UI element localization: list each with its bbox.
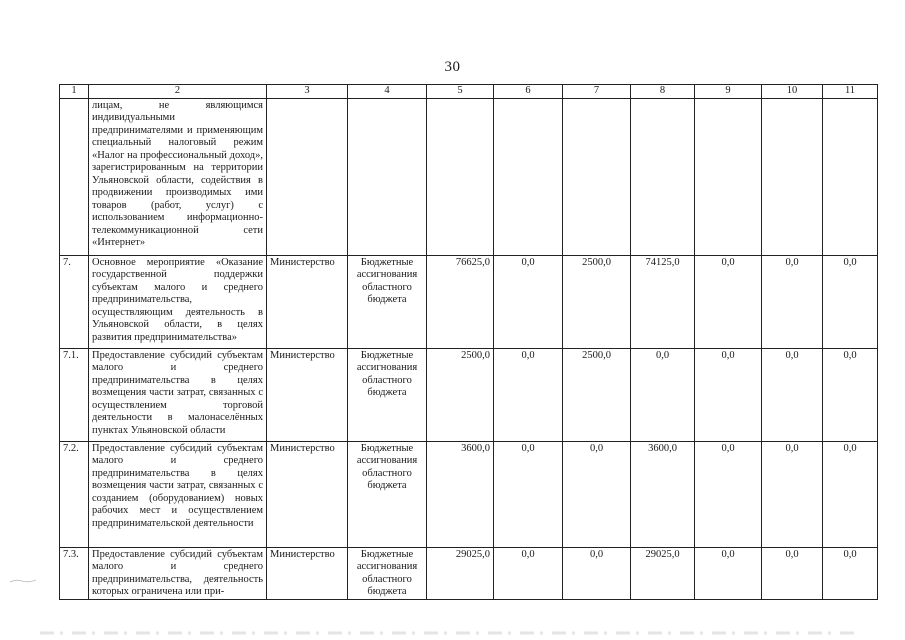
row-value-10: 0,0 <box>762 255 823 348</box>
row-funding-source: Бюджетные ассигнования областного бюджета <box>348 441 427 547</box>
row-description: Предоставление субсидий субъектам малого и среднего предпринимательства, деятельность которых ограничена или при- <box>89 547 267 599</box>
row-value-11: 0,0 <box>823 348 878 441</box>
row-value-8: 0,0 <box>631 348 695 441</box>
row-value-7: 0,0 <box>563 441 631 547</box>
row-executor <box>267 98 348 255</box>
row-value-10: 0,0 <box>762 547 823 599</box>
row-value-9: 0,0 <box>695 255 762 348</box>
row-value-9: 0,0 <box>695 441 762 547</box>
row-description: Предоставление субсидий субъектам малого и среднего предпринимательства в целях возмещения части затрат, связанных с созданием (оборудованием) новых рабочих мест и осуществлением предпринимательской деятельности <box>89 441 267 547</box>
table-row <box>60 98 878 255</box>
row-description: лицам, не являющимся индивидуальными предпринимателями и применяющим специальный налоговый режим «Налог на профессиональный доход», зарегистрированным на территории Ульяновской области, содействия в продвижении производимых ими товаров (работ, услуг) с использованием информационно-телекоммуникационной сети «Интернет» <box>89 98 267 255</box>
row-value-11 <box>823 98 878 255</box>
header-row <box>60 85 878 99</box>
row-value-7: 0,0 <box>563 547 631 599</box>
row-value-9 <box>695 98 762 255</box>
row-index: 7.2. <box>60 441 89 547</box>
column-header: 3 <box>267 85 348 99</box>
row-value-5: 2500,0 <box>427 348 494 441</box>
column-header: 10 <box>762 85 823 99</box>
row-executor: Министерство <box>267 255 348 348</box>
row-value-5: 29025,0 <box>427 547 494 599</box>
row-value-11: 0,0 <box>823 255 878 348</box>
row-funding-source <box>348 98 427 255</box>
row-value-11: 0,0 <box>823 547 878 599</box>
column-header: 11 <box>823 85 878 99</box>
row-value-7: 2500,0 <box>563 255 631 348</box>
table-row <box>60 255 878 348</box>
row-value-8: 3600,0 <box>631 441 695 547</box>
row-executor: Министерство <box>267 348 348 441</box>
row-value-6 <box>494 98 563 255</box>
column-header: 7 <box>563 85 631 99</box>
row-funding-source: Бюджетные ассигнования областного бюджета <box>348 348 427 441</box>
row-value-5: 3600,0 <box>427 441 494 547</box>
row-value-10: 0,0 <box>762 441 823 547</box>
row-value-8 <box>631 98 695 255</box>
row-value-5 <box>427 98 494 255</box>
row-value-10 <box>762 98 823 255</box>
scan-artifact <box>8 570 38 590</box>
row-description: Основное мероприятие «Оказание государственной поддержки субъектам малого и среднего предпринимательства, осуществляющим деятельность в Ульяновской области, в целях развития предпринимательства» <box>89 255 267 348</box>
row-executor: Министерство <box>267 547 348 599</box>
column-header: 9 <box>695 85 762 99</box>
table-row <box>60 441 878 547</box>
table-row <box>60 348 878 441</box>
column-header: 5 <box>427 85 494 99</box>
column-header: 6 <box>494 85 563 99</box>
table-row <box>60 547 878 599</box>
row-value-6: 0,0 <box>494 441 563 547</box>
row-index: 7.3. <box>60 547 89 599</box>
row-value-6: 0,0 <box>494 255 563 348</box>
row-executor: Министерство <box>267 441 348 547</box>
row-value-8: 74125,0 <box>631 255 695 348</box>
row-value-8: 29025,0 <box>631 547 695 599</box>
row-value-7: 2500,0 <box>563 348 631 441</box>
row-description: Предоставление субсидий субъектам малого и среднего предпринимательства в целях возмещения части затрат, связанных с осуществлением торговой деятельности в малонаселённых пунктах Ульяновской области <box>89 348 267 441</box>
column-header: 4 <box>348 85 427 99</box>
row-value-9: 0,0 <box>695 348 762 441</box>
row-value-5: 76625,0 <box>427 255 494 348</box>
row-value-6: 0,0 <box>494 547 563 599</box>
budget-table <box>59 84 878 600</box>
row-funding-source: Бюджетные ассигнования областного бюджета <box>348 547 427 599</box>
column-header: 8 <box>631 85 695 99</box>
bleed-through-text <box>0 626 905 640</box>
row-index <box>60 98 89 255</box>
row-index: 7. <box>60 255 89 348</box>
page-number: 30 <box>444 59 461 75</box>
row-value-10: 0,0 <box>762 348 823 441</box>
row-value-11: 0,0 <box>823 441 878 547</box>
row-funding-source: Бюджетные ассигнования областного бюджета <box>348 255 427 348</box>
row-index: 7.1. <box>60 348 89 441</box>
column-header: 2 <box>89 85 267 99</box>
row-value-9: 0,0 <box>695 547 762 599</box>
column-header: 1 <box>60 85 89 99</box>
row-value-6: 0,0 <box>494 348 563 441</box>
row-value-7 <box>563 98 631 255</box>
